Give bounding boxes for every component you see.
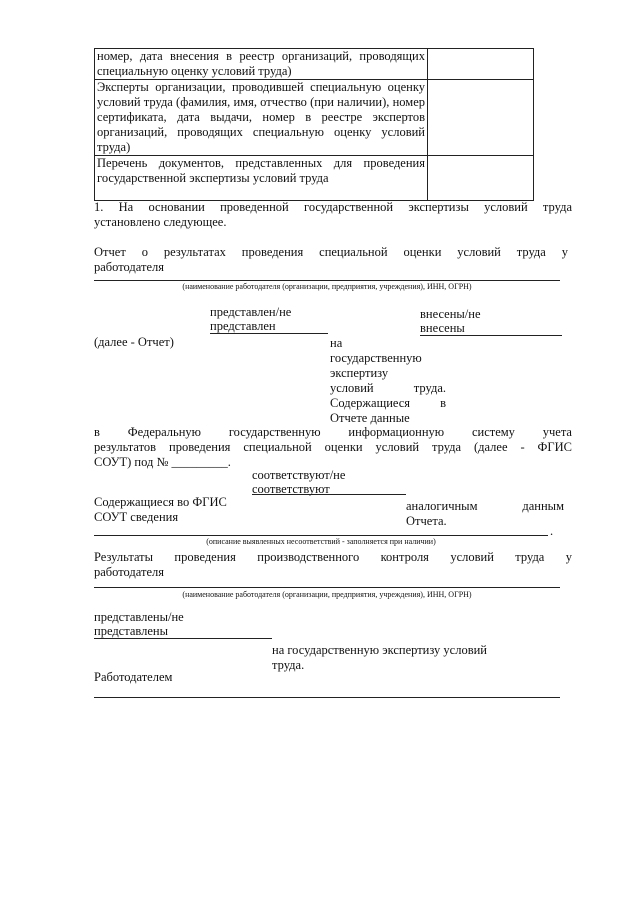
table-cell-label: Эксперты организации, проводившей специальную оценку условий труда (фамилия, имя, отчество (при наличии), номер сертификата, дата выдачи, номер в реестре экспертов организаций, проводящих специальную оценку условий труда) xyxy=(95,80,428,156)
of-report: Отчета. xyxy=(406,514,447,528)
control-on-expertise-1: на государственную экспертизу условий xyxy=(272,643,487,657)
fgis-line-1: в Федеральную государственную информационную систему учета xyxy=(94,425,572,439)
by-employer-label: Работодателем xyxy=(94,670,173,684)
report-line-1: Отчет о результатах проведения специальной оценки условий труда у xyxy=(94,245,568,259)
fgis-line-3: СОУТ) под № _________. xyxy=(94,455,231,469)
control-presented-a: представлены/не xyxy=(94,610,184,624)
expertise-info-table xyxy=(94,48,534,201)
presented-option-a: представлен/не xyxy=(210,305,292,319)
control-employer-line xyxy=(94,587,560,588)
by-employer-line xyxy=(94,697,560,698)
mismatch-caption: (описание выявленных несоответствий - заполняется при наличии) xyxy=(206,537,436,546)
table-row xyxy=(95,80,534,156)
fgis-data-2: СОУТ сведения xyxy=(94,510,179,524)
employer-name-line xyxy=(94,280,560,281)
on-expertise-1: на xyxy=(330,336,343,350)
table-cell-value xyxy=(428,80,534,156)
mismatch-line xyxy=(94,535,548,536)
entered-option-a: внесены/не xyxy=(420,307,481,321)
correspond-option-a: соответствуют/не xyxy=(252,468,346,482)
on-expertise-3: экспертизу xyxy=(330,366,389,380)
presented-option-b: представлен xyxy=(210,319,276,333)
on-expertise-4: условий труда. xyxy=(330,381,446,395)
fgis-data-1: Содержащиеся во ФГИС xyxy=(94,495,227,509)
on-expertise-6: Отчете данные xyxy=(330,411,410,425)
further-report-label: (далее - Отчет) xyxy=(94,335,174,349)
control-line-2: работодателя xyxy=(94,565,165,579)
table-cell-value xyxy=(428,49,534,80)
on-expertise-5: Содержащиеся в xyxy=(330,396,446,410)
correspond-line xyxy=(252,494,406,495)
control-line-1: Результаты проведения производственного контроля условий труда у xyxy=(94,550,572,564)
entered-line xyxy=(420,335,562,336)
entered-option-b: внесены xyxy=(420,321,465,335)
report-line-2: работодателя xyxy=(94,260,165,274)
control-presented-line xyxy=(94,638,272,639)
mismatch-line-end: . xyxy=(550,524,554,538)
table-cell-label: Перечень документов, представленных для проведения государственной экспертизы условий труда xyxy=(95,156,428,201)
presented-line xyxy=(210,333,328,334)
control-presented-b: представлены xyxy=(94,624,169,638)
table-cell-value xyxy=(428,156,534,201)
table-cell-label: номер, дата внесения в реестр организаций, проводящих специальную оценку условий труда) xyxy=(95,49,428,80)
similar-data: аналогичным данным xyxy=(406,499,564,513)
correspond-option-b: соответствуют xyxy=(252,482,330,496)
table-row xyxy=(95,49,534,80)
paragraph-1-line-1: 1. На основании проведенной государственной экспертизы условий труда xyxy=(94,200,572,214)
control-on-expertise-2: труда. xyxy=(272,658,305,672)
fgis-line-2: результатов проведения специальной оценки условий труда (далее - ФГИС xyxy=(94,440,572,454)
on-expertise-2: государственную xyxy=(330,351,422,365)
employer-caption: (наименование работодателя (организации, предприятия, учреждения), ИНН, ОГРН) xyxy=(182,282,472,291)
paragraph-1-line-2: установлено следующее. xyxy=(94,215,227,229)
control-employer-caption: (наименование работодателя (организации, предприятия, учреждения), ИНН, ОГРН) xyxy=(182,590,472,599)
table-row xyxy=(95,156,534,201)
